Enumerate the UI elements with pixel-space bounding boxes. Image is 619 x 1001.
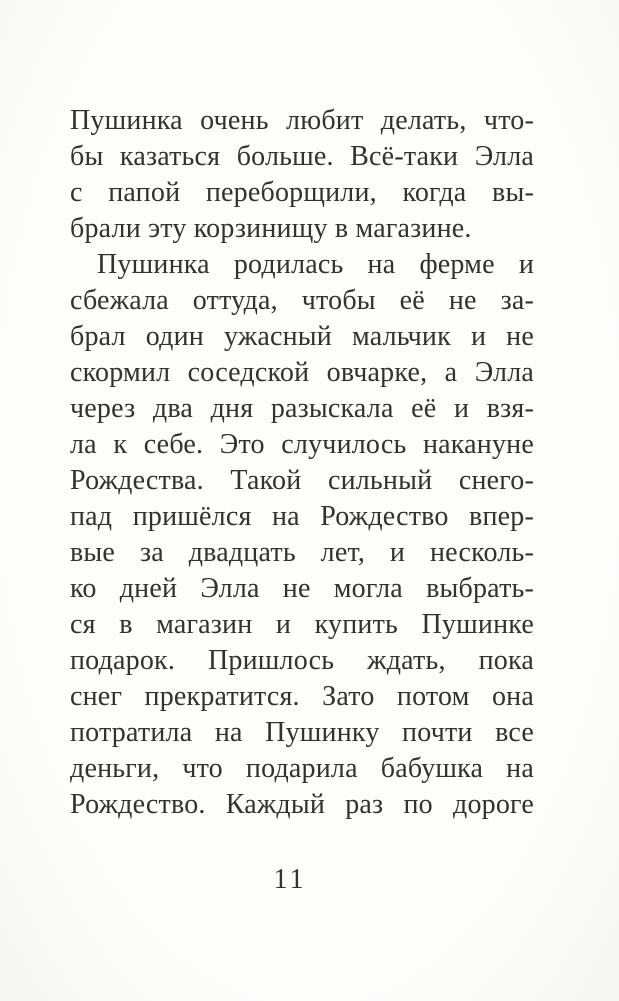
text-line: брали эту корзинищу в магазине. [70,213,472,244]
text-line: через два дня разыскала её и взя- [70,393,534,424]
text-line: потратила на Пушинку почти все [70,717,534,748]
text-line: деньги, что подарила бабушка на [70,753,534,784]
text-line: брал один ужасный мальчик и не [70,321,534,352]
text-line: пад пришёлся на Рождество впер- [70,501,534,532]
text-line: Пушинка очень любит делать, что- [70,105,534,136]
text-line: Рождество. Каждый раз по дороге [70,789,534,820]
text-line: снег прекратится. Зато потом она [70,681,534,712]
text-line: Рождества. Такой сильный снего- [70,465,534,496]
text-line: с папой переборщили, когда вы- [70,177,534,208]
text-line: ся в магазин и купить Пушинке [70,609,534,640]
text-line: вые за двадцать лет, и несколь- [70,537,534,568]
text-line: ко дней Элла не могла выбрать- [70,573,534,604]
text-line: ла к себе. Это случилось накануне [70,429,534,460]
text-line: скормил соседской овчарке, а Элла [70,357,534,388]
text-line: подарок. Пришлось ждать, пока [70,645,534,676]
page-text-block [70,103,534,823]
text-line: Пушинка родилась на ферме и [97,249,534,280]
text-line: бы казаться больше. Всё-таки Элла [70,141,534,172]
page-number: 11 [273,864,307,895]
text-line: сбежала оттуда, чтобы её не за- [70,285,534,316]
